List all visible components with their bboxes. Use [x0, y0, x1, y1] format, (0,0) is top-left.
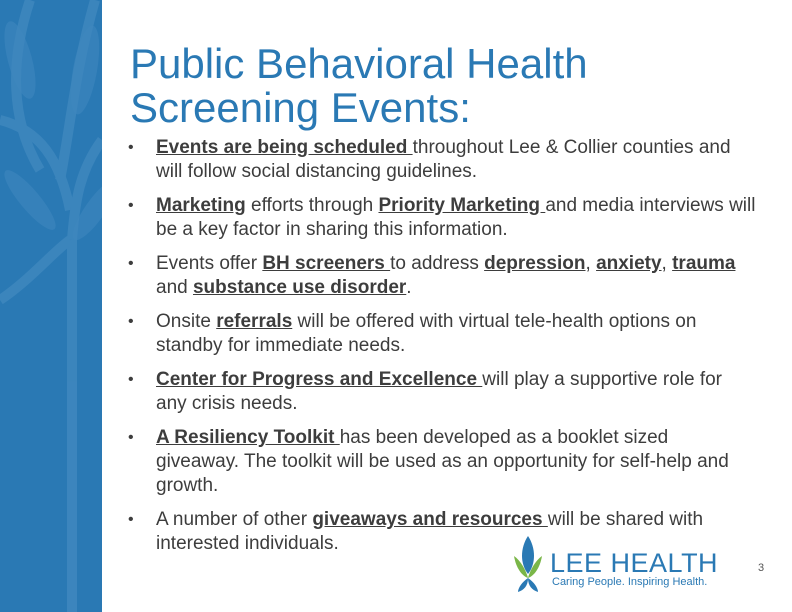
bullet-dot: • [128, 429, 134, 446]
bullet-item [126, 252, 756, 300]
bullet-item [126, 194, 756, 242]
bullet-dot: • [128, 139, 134, 156]
bullet-text: will be shared with interested individuals. [156, 509, 704, 554]
bullet-dot: • [128, 511, 134, 528]
bullet-item [126, 426, 756, 498]
bullet-text: , [661, 253, 673, 274]
highlighted-text: Marketing [156, 195, 246, 216]
highlighted-text: referrals [216, 311, 293, 332]
bullet-text: and media interviews will be a key factor in sharing this information. [156, 195, 756, 240]
highlighted-text: trauma [672, 253, 736, 274]
highlighted-text: giveaways and resources [312, 509, 548, 530]
bullet-text: efforts through [245, 195, 379, 216]
highlighted-text: Events are being scheduled [156, 137, 413, 158]
bullet-dot: • [128, 255, 134, 272]
bullet-text: throughout Lee & Collier counties and will follow social distancing guidelines. [156, 137, 731, 182]
bullet-text: Events offer [156, 253, 263, 274]
bullet-text: and [156, 277, 193, 298]
bullet-item [126, 136, 756, 184]
bullet-dot: • [128, 371, 134, 388]
bullet-text: will be offered with virtual tele-health options on standby for immediate needs. [156, 311, 697, 356]
bullet-text: to address [390, 253, 485, 274]
highlighted-text: BH screeners [262, 253, 391, 274]
title-line-1: Public Behavioral Health [130, 40, 588, 87]
highlighted-text: substance use disorder [192, 277, 407, 298]
bullet-item [126, 310, 756, 358]
bullet-text: has been developed as a booklet sized giveaway. The toolkit will be used as an opportunity for self-help and growth. [156, 427, 729, 496]
highlighted-text: Priority Marketing [378, 195, 546, 216]
leaf-pattern-icon [0, 0, 102, 612]
bullet-text: will play a supportive role for any crisis needs. [156, 369, 723, 414]
slide-title [130, 42, 730, 130]
bullet-text: . [406, 277, 412, 298]
lee-health-logo [510, 534, 720, 594]
highlighted-text: depression [484, 253, 586, 274]
page-number: 3 [758, 562, 765, 574]
bullet-item [126, 368, 756, 416]
highlighted-text: anxiety [596, 253, 662, 274]
lee-health-leaf-icon [510, 534, 546, 594]
decorative-sidebar [0, 0, 102, 612]
logo-wordmark: LEE HEALTH [550, 548, 719, 578]
title-line-2: Screening Events: [130, 84, 471, 131]
highlighted-text: Center for Progress and Excellence [156, 369, 483, 390]
bullet-text: Onsite [156, 311, 217, 332]
bullet-dot: • [128, 197, 134, 214]
bullet-list [126, 136, 756, 566]
highlighted-text: A Resiliency Toolkit [156, 427, 340, 448]
bullet-dot: • [128, 313, 134, 330]
bullet-text: A number of other [156, 509, 313, 530]
logo-tagline: Caring People. Inspiring Health. [552, 576, 708, 588]
bullet-text: , [585, 253, 597, 274]
